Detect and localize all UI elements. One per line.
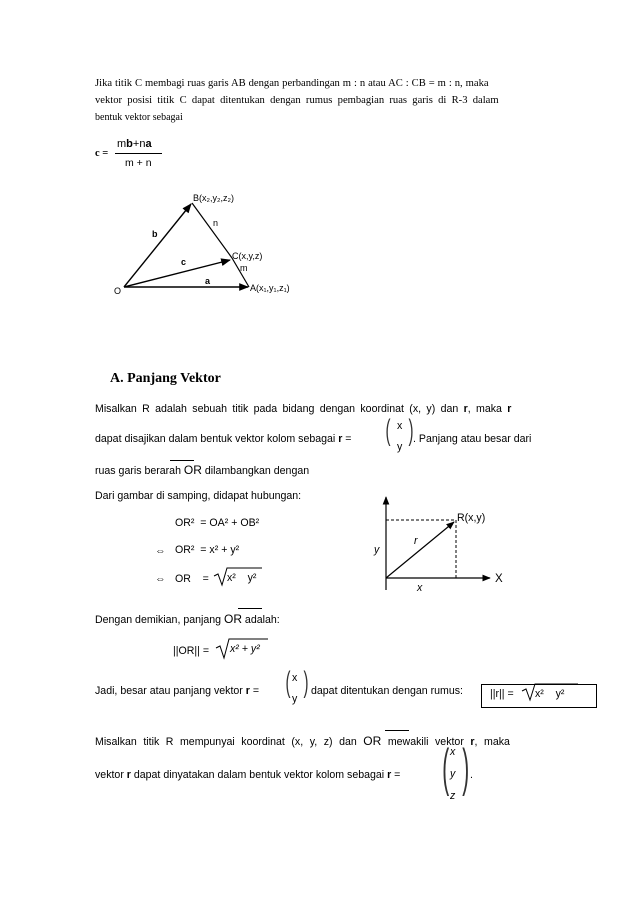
para2-right: dapat ditentukan dengan rumus: — [311, 685, 463, 697]
vec3-right-paren: ) — [462, 739, 470, 797]
graph-label-r: r — [414, 535, 418, 547]
label-vector-c: c — [181, 257, 187, 267]
vec1-left-paren: ( — [385, 414, 391, 447]
label-point-b: B(x₂,y₂,z₂) — [193, 193, 234, 203]
graph-label-r-point: R(x,y) — [457, 512, 486, 524]
graph-label-x: x — [417, 582, 423, 594]
para1-line-3: ruas garis berarah OR dilambangkan dengan — [95, 463, 310, 477]
vec2-x: x — [292, 672, 298, 684]
overline-or-2: OR — [223, 612, 242, 626]
overline-or-3-arrow — [385, 730, 409, 731]
overline-or-1: OR — [183, 463, 202, 477]
para3-line-1: Misalkan titik R mempunyai koordinat (x, y, z) dan OR mewakili vektor r, maka — [95, 734, 510, 748]
vec3-x: x — [450, 746, 456, 758]
label-vector-a: a — [205, 276, 211, 286]
graph-label-y: y — [374, 544, 380, 556]
norm-lhs: ||OR|| = — [173, 645, 210, 657]
vec2-y: y — [292, 693, 298, 705]
intro-line-2: vektor posisi titik C dapat ditentukan dengan rumus pembagian ruas garis di R-3 dalam — [95, 95, 499, 106]
eq3-arrow: ⇔ — [155, 573, 166, 585]
overline-or-3: OR — [363, 734, 382, 748]
num-plus-n: +n — [132, 138, 146, 150]
box-radicand: x² y² — [535, 688, 565, 700]
section-title: A. Panjang Vektor — [110, 371, 221, 386]
vec2-left-paren: ( — [285, 666, 291, 699]
vec3-y: y — [450, 768, 456, 780]
intro-line-3: bentuk vektor sebagai — [95, 112, 183, 123]
num-m: m — [117, 138, 127, 150]
para3-line-2: vektor r dapat dinyatakan dalam bentuk vektor kolom sebagai r = — [95, 769, 401, 781]
para1-line-1: Misalkan R adalah sebuah titik pada bidang dengan koordinat (x, y) dan r, maka r — [95, 403, 512, 415]
eq3-radicand: x² y² — [227, 572, 257, 584]
num-b: b — [126, 138, 133, 150]
vec3-period: . — [470, 769, 473, 781]
intro-line-1: Jika titik C membagi ruas garis AB dengan perbandingan m : n atau AC : CB = m : n, maka — [95, 78, 489, 89]
derivation-intro: Dari gambar di samping, didapat hubungan: — [95, 490, 302, 502]
para2-left: Jadi, besar atau panjang vektor r = — [95, 685, 260, 697]
vec3-left-paren: ( — [442, 739, 450, 797]
vec2-right-paren: ) — [303, 666, 309, 699]
label-m: m — [240, 263, 248, 273]
label-point-a: A(x₁,y₁,z₁) — [250, 283, 290, 293]
norm-radicand: x² + y² — [230, 643, 260, 655]
formula-c-lhs: c = — [95, 148, 109, 159]
formula-c-denominator: m + n — [125, 157, 152, 169]
vec1-right-paren: ) — [408, 414, 414, 447]
vec1-x: x — [397, 420, 403, 432]
eq1: OR² = OA² + OB² — [175, 517, 260, 529]
vec3-z: z — [450, 790, 456, 802]
para1-line-2-left: dapat disajikan dalam bentuk vektor kolom sebagai r = — [95, 433, 352, 445]
eq2-arrow: ⇔ — [155, 545, 166, 557]
label-point-c: C(x,y,z) — [232, 251, 263, 261]
label-origin-o: O — [114, 286, 122, 296]
graph-label-x-axis: X — [495, 573, 503, 585]
para1-line-2-right: . Panjang atau besar dari — [413, 433, 532, 445]
conclusion-line: Dengan demikian, panjang OR adalah: — [95, 612, 280, 626]
num-a: a — [145, 138, 152, 150]
box-lhs: ||r|| = — [490, 688, 514, 700]
label-vector-b: b — [152, 229, 158, 239]
eq2: OR² = x² + y² — [175, 544, 240, 556]
vec1-y: y — [397, 441, 403, 453]
eq3-lhs: OR = — [175, 573, 209, 585]
label-n: n — [213, 218, 219, 228]
